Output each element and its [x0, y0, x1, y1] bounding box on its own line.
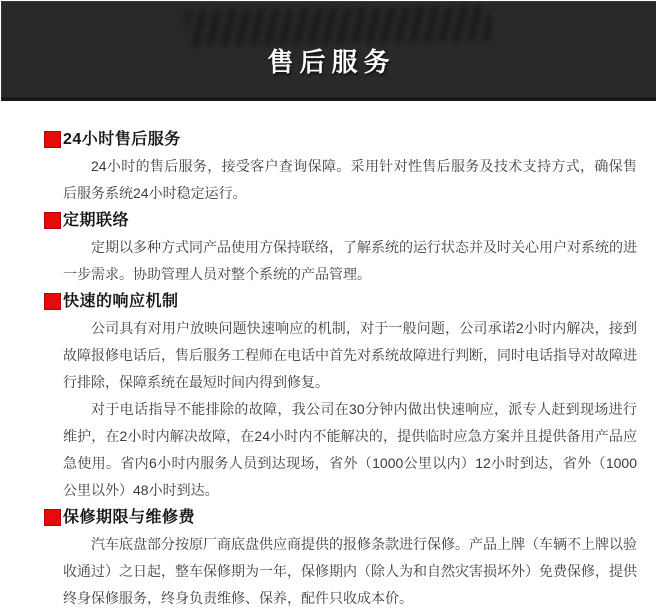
section-paragraph: 汽车底盘部分按原厂商底盘供应商提供的报修条款进行保修。产品上牌（车辆不上牌以验收通过）之日起，整车保修期为一年，保修期内（除人为和自然灾害损坏外）免费保修，提供终身保修服务，终身负责维修、保养，配件只收成本价。 — [63, 536, 637, 606]
section-heading — [63, 207, 637, 234]
section-heading-text: 24小时售后服务 — [63, 131, 181, 148]
bullet-square-icon — [44, 293, 61, 310]
section-heading-text: 定期联络 — [63, 212, 130, 229]
bullet-square-icon — [44, 212, 61, 229]
section-regular-contact — [63, 207, 637, 288]
section-heading-text: 快速的响应机制 — [63, 293, 179, 310]
section-rapid-response — [63, 288, 637, 504]
banner — [1, 1, 656, 101]
section-heading — [63, 126, 637, 153]
section-heading — [63, 288, 637, 315]
content — [63, 101, 637, 612]
section-paragraph: 定期以多种方式同产品使用方保持联络，了解系统的运行状态并及时关心用户对系统的进一步需求。协助管理人员对整个系统的产品管理。 — [63, 239, 637, 282]
section-paragraph: 24小时的售后服务，接受客户查询保障。采用针对性售后服务及技术支持方式，确保售后服务系统24小时稳定运行。 — [63, 158, 637, 201]
section-24hour-service — [63, 126, 637, 207]
section-heading — [63, 504, 637, 531]
page-title: 售后服务 — [267, 47, 396, 77]
bullet-square-icon — [44, 131, 61, 148]
bullet-square-icon — [44, 509, 61, 526]
section-paragraph: 公司具有对用户放映问题快速响应的机制，对于一般问题，公司承诺2小时内解决，接到故障报修电话后，售后服务工程师在电话中首先对系统故障进行判断，同时电话指导对故障进行排除，保障系统在最短时间内得到修复。 — [63, 320, 637, 390]
section-heading-text: 保修期限与维修费 — [63, 509, 196, 526]
section-warranty-and-fees — [63, 504, 637, 612]
section-paragraph: 对于电话指导不能排除的故障，我公司在30分钟内做出快速响应，派专人赶到现场进行维护，在2小时内解决故障，在24小时内不能解决的，提供临时应急方案并且提供备用产品应急使用。省内6小时内服务人员到达现场，省外（1000公里以内）12小时到达，省外（1000公里以外）48小时到达。 — [63, 401, 637, 498]
